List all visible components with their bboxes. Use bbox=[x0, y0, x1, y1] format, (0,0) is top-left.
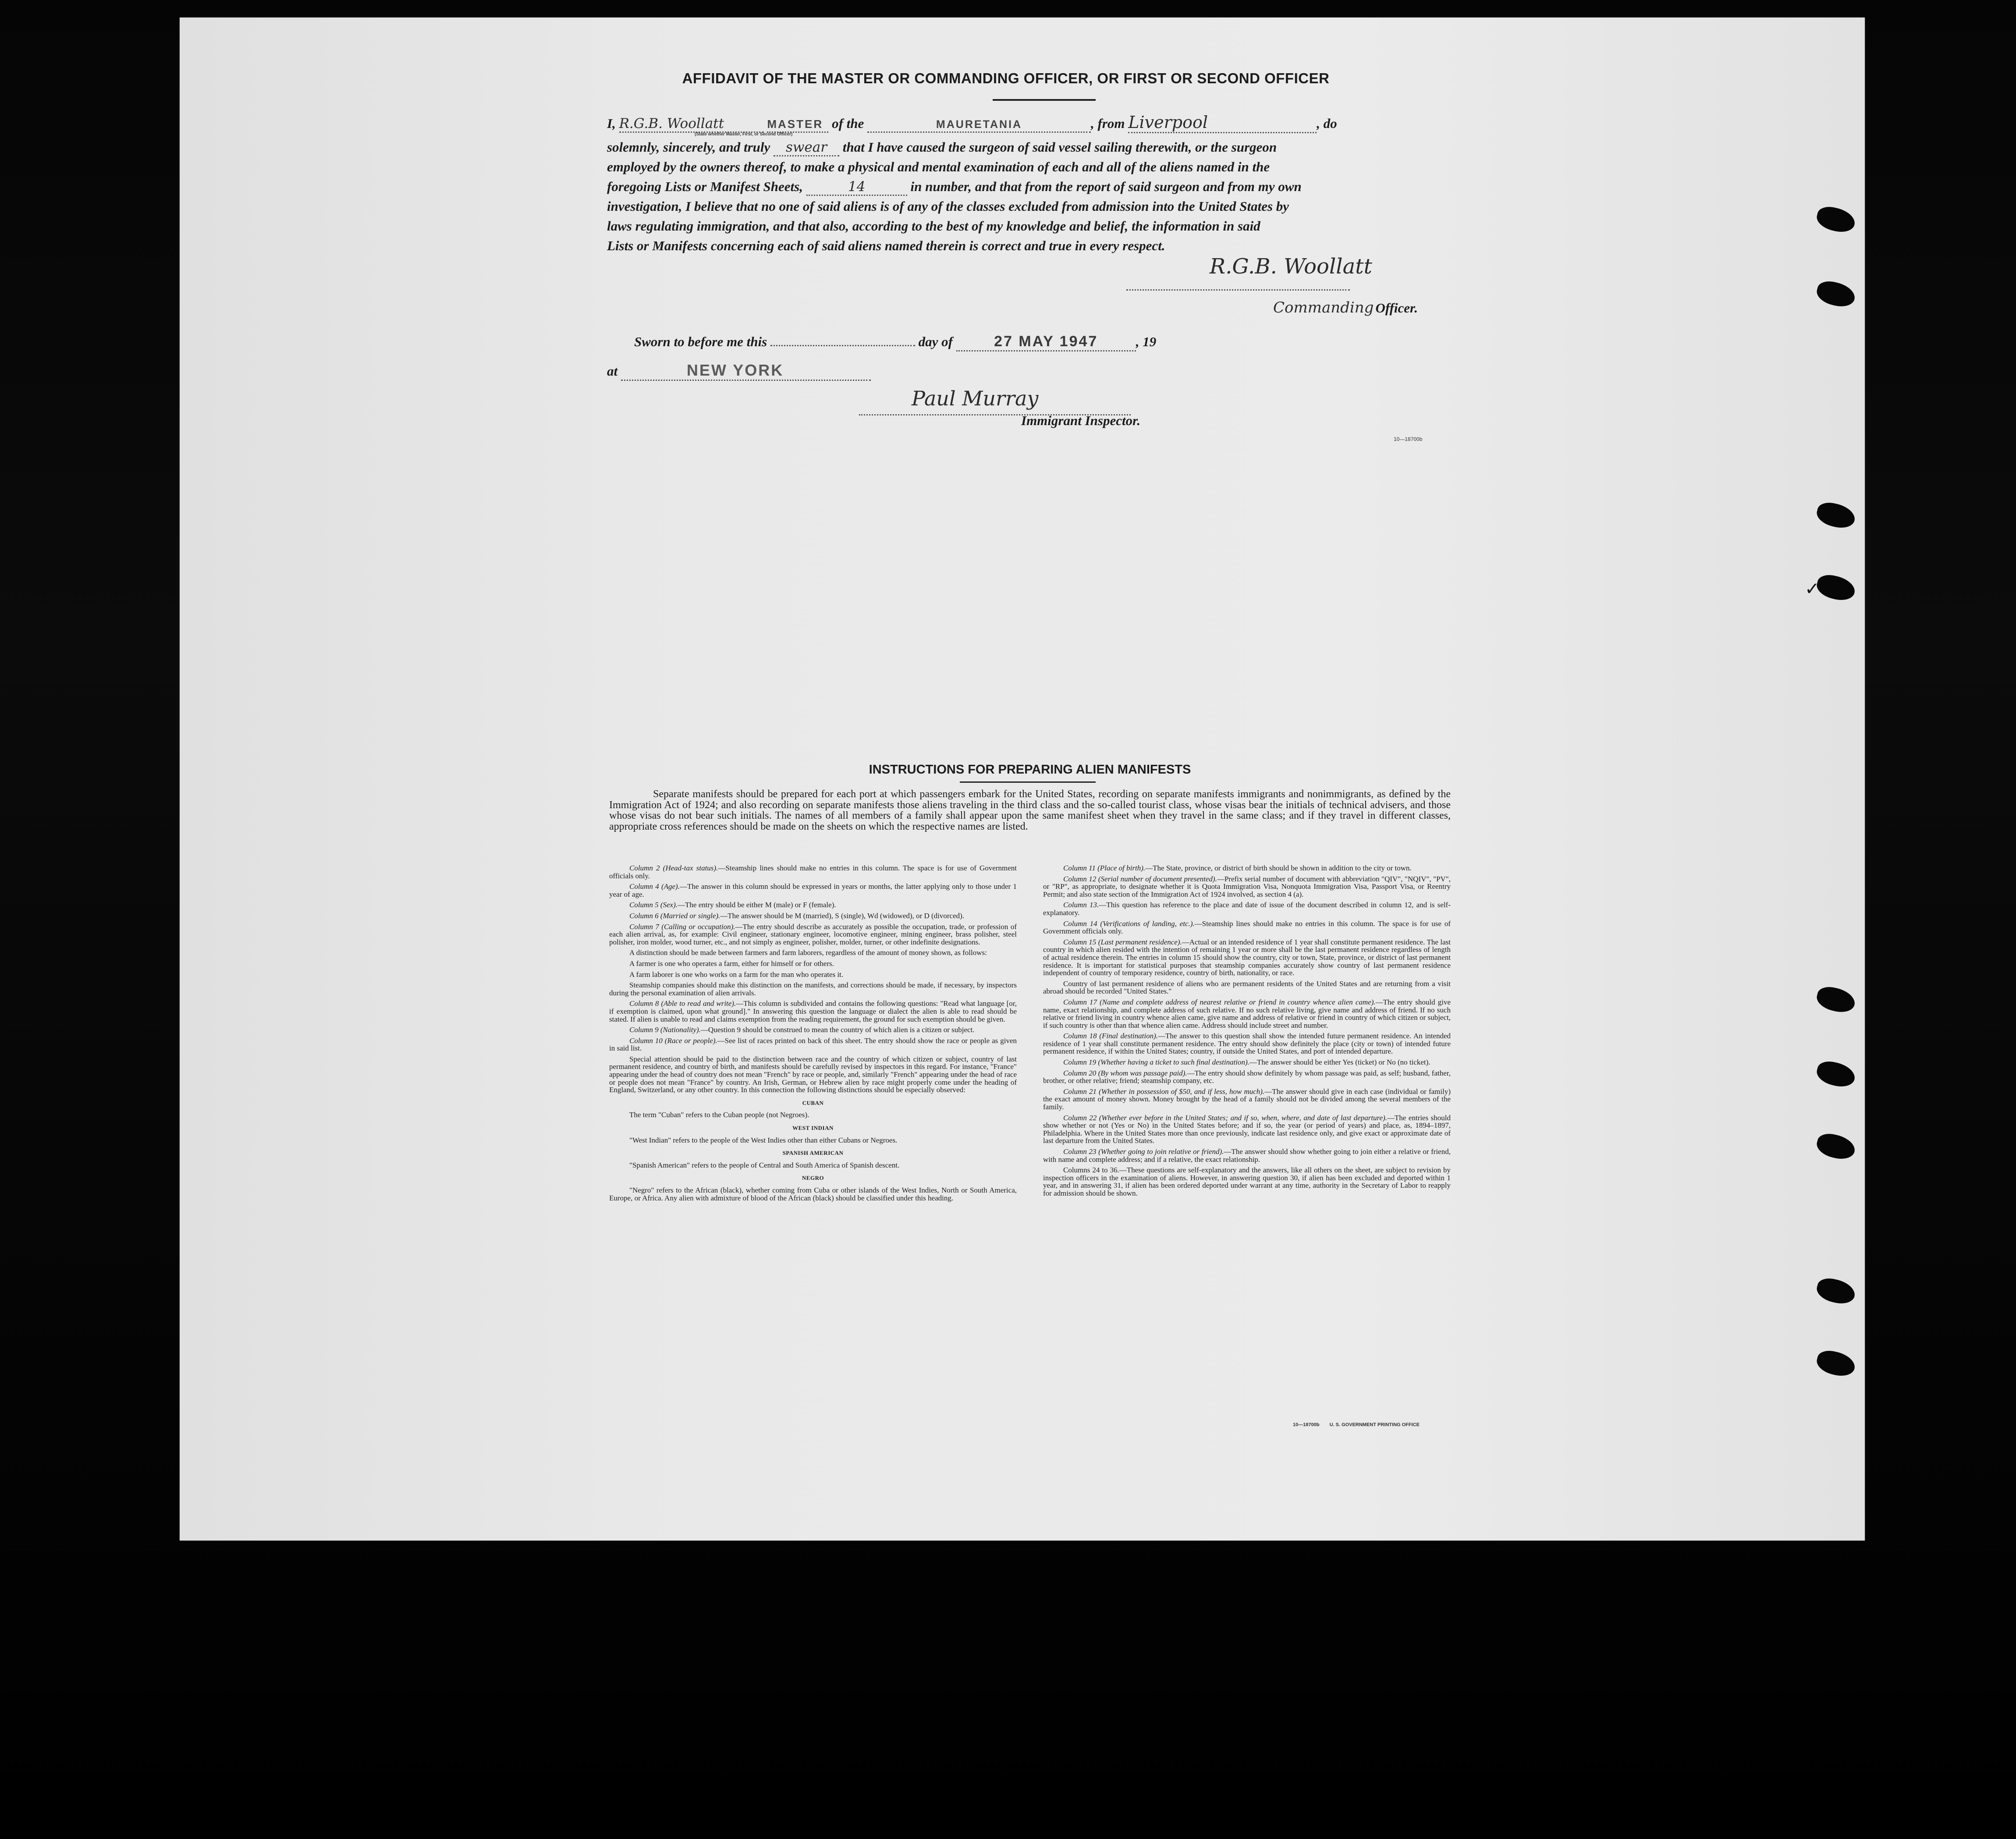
instruction-text: A farmer is one who operates a farm, either for himself or for others. bbox=[629, 959, 834, 968]
section-subheading: WEST INDIAN bbox=[792, 1125, 834, 1132]
instruction-paragraph bbox=[609, 912, 1017, 920]
punch-hole-mark bbox=[1814, 1131, 1857, 1162]
instruction-label: Column 7 (Calling or occupation). bbox=[629, 922, 735, 931]
instruction-paragraph bbox=[609, 971, 1017, 979]
punch-hole-mark bbox=[1814, 572, 1857, 604]
instruction-label: Column 19 (Whether having a ticket to such final destination). bbox=[1063, 1058, 1249, 1067]
affidavit-title: AFFIDAVIT OF THE MASTER OR COMMANDING OFFICER, OR FIRST OR SECOND OFFICER bbox=[682, 70, 1330, 86]
instruction-text: —The entry should be either M (male) or F (female). bbox=[678, 901, 836, 909]
instruction-text: —The entry should show definitely by whom passage was paid, as self; husband, father, brother, or other relative; friend; steamship company, etc. bbox=[1043, 1069, 1451, 1085]
sworn-place: NEW YORK bbox=[686, 361, 784, 379]
instruction-paragraph bbox=[1043, 864, 1451, 872]
inspector-signature: Paul Murray bbox=[912, 387, 1039, 410]
instruction-text: "Negro" refers to the African (black), whether coming from Cuba or other islands of the West Indies, North or South America, Europe, or Africa. Any alien with admixture of blood of the African (black) should be classified under this heading. bbox=[609, 1186, 1017, 1202]
instruction-label: Column 22 (Whether ever before in the United States; and if so, when, where, and date of last departure). bbox=[1063, 1113, 1388, 1122]
affidavit-form-number: 10—18700b bbox=[1394, 436, 1423, 442]
of-the-label: of the bbox=[832, 116, 864, 131]
instruction-paragraph bbox=[609, 1111, 1017, 1119]
instruction-label: Column 5 (Sex). bbox=[629, 901, 678, 909]
instruction-paragraph bbox=[609, 901, 1017, 909]
instruction-paragraph bbox=[609, 1026, 1017, 1034]
footer-form-number: 10—18700b bbox=[1293, 1422, 1320, 1427]
instruction-label: Column 12 (Serial number of document presented). bbox=[1063, 874, 1217, 883]
affidavit-line-3: employed by the owners thereof, to make a physical and mental examination of each and all of the aliens named in the bbox=[607, 159, 1270, 174]
instruction-text: Special attention should be paid to the distinction between race and the country of which citizen or subject, country of last permanent residence, and country of birth, and manifests should be carefully revised by inspectors in this regard. For instance, "France" appearing under the head of country does not mean "French" by race or people, and, similarly "French" appearing under the head of race or people does not mean "France" by country. An Irish, German, or Hebrew alien by race might properly come under the heading of England, Switzerland, or any other country. In this connection the following distinctions should be especially observed: bbox=[609, 1054, 1017, 1094]
instruction-paragraph bbox=[609, 1037, 1017, 1052]
master-name: R.G.B. Woollatt bbox=[619, 116, 724, 131]
departure-port: Liverpool bbox=[1128, 113, 1208, 132]
instructions-title: INSTRUCTIONS FOR PREPARING ALIEN MANIFESTS bbox=[869, 763, 1191, 777]
sworn-place-field bbox=[621, 361, 871, 381]
instruction-text: —Actual or an intended residence of 1 year shall constitute permanent residence. The last country in which alien resided with the intention of remaining 1 year or more shall be the last permanent residence regardless of length of actual residence therein. The entries in column 15 should show the country, city or town, State, province, or district of last permanent residence. It is important for statistical purposes that steamship companies accurately show country of last permanent residence independent of country of temporary residence, country of birth, nationality, or race. bbox=[1043, 937, 1451, 977]
affidavit-pronoun: I, bbox=[607, 116, 616, 131]
day-of-label: day of bbox=[918, 334, 953, 349]
instruction-text: —The entry should describe as accurately as possible the occupation, trade, or profession of each alien arrival, as, for example: Civil engineer, stationary engineer, locomotive engineer, mining engineer, brass polisher, steel polisher, iron molder, wood turner, etc., and not simply as engineer, polisher, molder, turner, or other indefinite designations. bbox=[609, 922, 1017, 946]
affidavit-line-4-pre: foregoing Lists or Manifest Sheets, bbox=[607, 179, 803, 194]
officer-title: MASTER bbox=[767, 117, 823, 131]
instruction-paragraph bbox=[1043, 875, 1451, 898]
officer-title-field bbox=[767, 116, 828, 133]
instruction-text: —Prefix serial number of document with abbreviation "QIV", "NQIV", "PV", or "RP", as appropriate, to designate whether it is Quota Immigration Visa, Nonquota Immigration Visa, Passport Visa, or Reentry Permit; and also state section of the Immigration Act of 1924 involved, as section 4 (a). bbox=[1043, 874, 1451, 898]
from-label: , from bbox=[1091, 116, 1125, 131]
edge-tick-mark: ✓ bbox=[1805, 579, 1820, 599]
instruction-paragraph bbox=[1043, 998, 1451, 1029]
instruction-paragraph bbox=[1043, 938, 1451, 977]
instruction-paragraph bbox=[609, 1136, 1017, 1144]
sworn-day-field bbox=[770, 345, 915, 346]
instruction-text: "Spanish American" refers to the people of Central and South America of Spanish descent. bbox=[629, 1161, 900, 1169]
instruction-paragraph bbox=[609, 1186, 1017, 1202]
instruction-label: Column 20 (By whom was passage paid). bbox=[1063, 1069, 1187, 1077]
instruction-paragraph bbox=[609, 1055, 1017, 1094]
section-subheading: NEGRO bbox=[802, 1175, 824, 1182]
instruction-paragraph bbox=[1043, 1088, 1451, 1111]
officer-title-hint: (State whether Master, First, or Second Officer) bbox=[695, 132, 793, 137]
signature-title-printed: Officer. bbox=[1375, 300, 1418, 316]
instruction-label: Column 14 (Verifications of landing, etc.). bbox=[1063, 919, 1195, 928]
affidavit-line-2 bbox=[607, 139, 1277, 156]
instruction-text: "West Indian" refers to the people of the West Indies other than either Cubans or Negroes. bbox=[629, 1136, 898, 1144]
instruction-text: Columns 24 to 36.—These questions are self-explanatory and the answers, like all others on the sheet, are subject to revision by inspection officers in the examination of aliens. However, in answering question 30, if alien has been excluded and deported within 1 year, and in answering 31, if alien has been ordered deported under warrant at any time, authority in the Secretary of Labor to reapply for admission should be shown. bbox=[1043, 1166, 1451, 1197]
instruction-paragraph bbox=[1043, 920, 1451, 935]
instruction-label: Column 17 (Name and complete address of nearest relative or friend in country whence alien came). bbox=[1063, 998, 1376, 1006]
punch-hole-mark bbox=[1814, 1348, 1857, 1379]
instruction-text: —The answer in this column should be expressed in years or months, the latter applying only to those under 1 year of age. bbox=[609, 882, 1017, 898]
instruction-paragraph bbox=[609, 1161, 1017, 1169]
instruction-label: Column 15 (Last permanent residence). bbox=[1063, 937, 1182, 946]
instructions-intro: Separate manifests should be prepared for each port at which passengers embark for the United States, recording on separate manifests immigrants and nonimmigrants, as defined by the Immigration Act of 1924; and also recording on separate manifests those aliens traveling in the third class and the so-called tourist class, whose visas bear the initials of technical advisers, and those whose visas do not bear such initials. The names of all members of a family shall appear upon the same manifest sheet when they travel in the same class; and if they travel in different classes, appropriate cross references should be made on the sheets on which the respective names are listed. bbox=[609, 789, 1451, 832]
instruction-label: Column 9 (Nationality). bbox=[629, 1026, 701, 1034]
affidavit-line-5: investigation, I believe that no one of said aliens is of any of the classes excluded from admission into the United States by bbox=[607, 199, 1289, 214]
vessel-name-field bbox=[867, 116, 1091, 133]
sworn-date-field bbox=[956, 333, 1136, 351]
instruction-paragraph bbox=[609, 864, 1017, 880]
instruction-paragraph bbox=[609, 981, 1017, 997]
instruction-label: Column 21 (Whether in possession of $50, and if less, how much). bbox=[1063, 1087, 1265, 1096]
instruction-paragraph bbox=[1043, 1166, 1451, 1197]
instructions-footer bbox=[1293, 1422, 1420, 1427]
instruction-text: —The answer should show whether going to join either a relative or friend, with name and complete address; and if a relative, the exact relationship. bbox=[1043, 1147, 1451, 1164]
oath-word: swear bbox=[785, 139, 827, 155]
instruction-label: Column 8 (Able to read and write). bbox=[629, 999, 736, 1008]
master-name-field bbox=[619, 116, 764, 133]
punch-hole-mark bbox=[1814, 500, 1857, 531]
instruction-text: Steamship companies should make this distinction on the manifests, and corrections should be made, if necessary, by inspectors during the personal examination of alien arrivals. bbox=[609, 981, 1017, 997]
instruction-label: Column 6 (Married or single). bbox=[629, 911, 721, 920]
sheet-count: 14 bbox=[848, 179, 866, 195]
instruction-label: Column 18 (Final destination). bbox=[1063, 1032, 1158, 1040]
date-stamp: 27 MAY 1947 bbox=[994, 333, 1098, 350]
affidavit-line-4-post: in number, and that from the report of said surgeon and from my own bbox=[910, 179, 1302, 194]
punch-hole-mark bbox=[1814, 278, 1857, 310]
at-label: at bbox=[607, 363, 618, 379]
vessel-name: MAURETANIA bbox=[936, 118, 1022, 131]
instruction-text: —The entry should give name, exact relationship, and complete address of such relative. If no such relative living, give name and address of friend. If no such relative or friend living in country whence alien came, give name and address of relative or friend in country of which citizen or subject, if such country is other than that whence alien came. Address should include street and number. bbox=[1043, 998, 1451, 1030]
instruction-paragraph bbox=[609, 960, 1017, 968]
instruction-label: Column 4 (Age). bbox=[629, 882, 680, 891]
year-label: , 19 bbox=[1136, 334, 1157, 349]
oath-word-field bbox=[774, 139, 839, 156]
instruction-text: Country of last permanent residence of aliens who are permanent residents of the United States and are returning from a visit abroad should be recorded "United States." bbox=[1043, 979, 1451, 996]
instruction-text: A farm laborer is one who works on a farm for the man who operates it. bbox=[629, 970, 844, 979]
instruction-label: Column 13. bbox=[1063, 901, 1099, 909]
punch-hole-mark bbox=[1814, 1275, 1857, 1307]
sworn-label: Sworn to before me this bbox=[634, 334, 767, 349]
instruction-text: —The State, province, or district of birth should be shown in addition to the city or town. bbox=[1145, 864, 1412, 872]
punch-hole-mark bbox=[1814, 984, 1857, 1015]
title-divider bbox=[993, 99, 1096, 101]
footer-printer: U. S. GOVERNMENT PRINTING OFFICE bbox=[1329, 1422, 1420, 1427]
instruction-paragraph bbox=[1043, 1032, 1451, 1055]
instruction-text: —The entries should show whether or not (Yes or No) in the United States before; and if so, the year (or period of years) and place, as, 1894–1897, Philadelphia. Where in the United States more than once previously, indicate last residence only, and give exact or approximate date of last departure from the United States. bbox=[1043, 1113, 1451, 1145]
instruction-text: —Steamship lines should make no entries in this column. The space is for use of Government officials only. bbox=[609, 864, 1017, 880]
punch-hole-mark bbox=[1814, 1058, 1857, 1090]
instructions-divider bbox=[960, 781, 1096, 783]
signature-title-handwritten: Commanding bbox=[1273, 299, 1374, 316]
instruction-paragraph bbox=[1043, 980, 1451, 995]
affidavit-line-2-pre: solemnly, sincerely, and truly bbox=[607, 139, 770, 155]
punch-hole-mark bbox=[1814, 204, 1857, 235]
instruction-text: —The answer should be either Yes (ticket) or No (no ticket). bbox=[1249, 1058, 1430, 1067]
sheet-count-field bbox=[806, 179, 907, 196]
instruction-text: —This column is subdivided and contains the following questions: "Read what language [or, if exemption is claimed, upon what ground]." In answering this question the language or dialect the alien is able to read should be stated. If alien is unable to read and claims exemption from the reading requirement, the ground for such exemption should be given. bbox=[609, 999, 1017, 1023]
section-subheading: CUBAN bbox=[802, 1099, 824, 1106]
affidavit-line-4 bbox=[607, 179, 1302, 196]
affidavit-line-6: laws regulating immigration, and that also, according to the best of my knowledge and belief, the information in said bbox=[607, 218, 1260, 234]
instruction-text: —The answer should give in each case (individual or family) the exact amount of money shown. Money brought by the head of a family should not be divided among the several members of the family. bbox=[1043, 1087, 1451, 1111]
instruction-text: —Steamship lines should make no entries in this column. The space is for use of Government officials only. bbox=[1043, 919, 1451, 936]
affidavit-line-2-post: that I have caused the surgeon of said vessel sailing therewith, or the surgeon bbox=[842, 139, 1277, 155]
instruction-label: Column 11 (Place of birth). bbox=[1063, 864, 1146, 872]
instruction-text: —See list of races printed on back of this sheet. The entry should show the race or people as given in said list. bbox=[609, 1036, 1017, 1053]
instruction-label: Column 2 (Head-tax status). bbox=[629, 864, 718, 872]
section-subheading: SPANISH AMERICAN bbox=[782, 1150, 844, 1157]
instruction-label: Column 10 (Race or people). bbox=[629, 1036, 717, 1045]
instruction-text: A distinction should be made between farmers and farm laborers, regardless of the amount of money shown, as follows: bbox=[629, 948, 987, 957]
instruction-paragraph bbox=[1043, 1069, 1451, 1085]
departure-port-field bbox=[1128, 113, 1317, 133]
instruction-paragraph bbox=[1043, 901, 1451, 916]
instructions-right-column bbox=[1043, 864, 1451, 1430]
instruction-text: —The answer to this question shall show the intended future permanent residence. An intended residence of 1 year shall constitute permanent residence. The entry should show definitely the place (city or town) of intended future permanent residence, if within the United States; country, if outside the United States, and port of intended departure. bbox=[1043, 1032, 1451, 1056]
instruction-text: —Question 9 should be construed to mean the country of which alien is a citizen or subject. bbox=[700, 1026, 975, 1034]
master-signature: R.G.B. Woollatt bbox=[1210, 254, 1372, 279]
affidavit-line-1 bbox=[607, 113, 1337, 133]
instruction-paragraph bbox=[609, 949, 1017, 957]
do-label: , do bbox=[1317, 116, 1337, 131]
instruction-paragraph bbox=[1043, 1058, 1451, 1066]
instruction-paragraph bbox=[1043, 1114, 1451, 1145]
instructions-left-column bbox=[609, 864, 1017, 1430]
instruction-paragraph bbox=[1043, 1148, 1451, 1163]
sworn-place-line bbox=[607, 361, 871, 381]
instruction-text: —The answer should be M (married), S (single), Wd (widowed), or D (divorced). bbox=[720, 911, 965, 920]
instruction-label: Column 23 (Whether going to join relative or friend). bbox=[1063, 1147, 1224, 1156]
instruction-paragraph bbox=[609, 923, 1017, 946]
instruction-paragraph bbox=[609, 1000, 1017, 1023]
instruction-text: —This question has reference to the place and date of issue of the document described in column 12, and is self-explanatory. bbox=[1043, 901, 1451, 917]
instruction-text: The term "Cuban" refers to the Cuban people (not Negroes). bbox=[629, 1111, 809, 1119]
sworn-line bbox=[634, 333, 1156, 351]
inspector-label: Immigrant Inspector. bbox=[1021, 413, 1141, 428]
affidavit-line-7: Lists or Manifests concerning each of said aliens named therein is correct and true in every respect. bbox=[607, 238, 1165, 253]
instruction-paragraph bbox=[609, 883, 1017, 898]
signature-title bbox=[1273, 299, 1418, 316]
